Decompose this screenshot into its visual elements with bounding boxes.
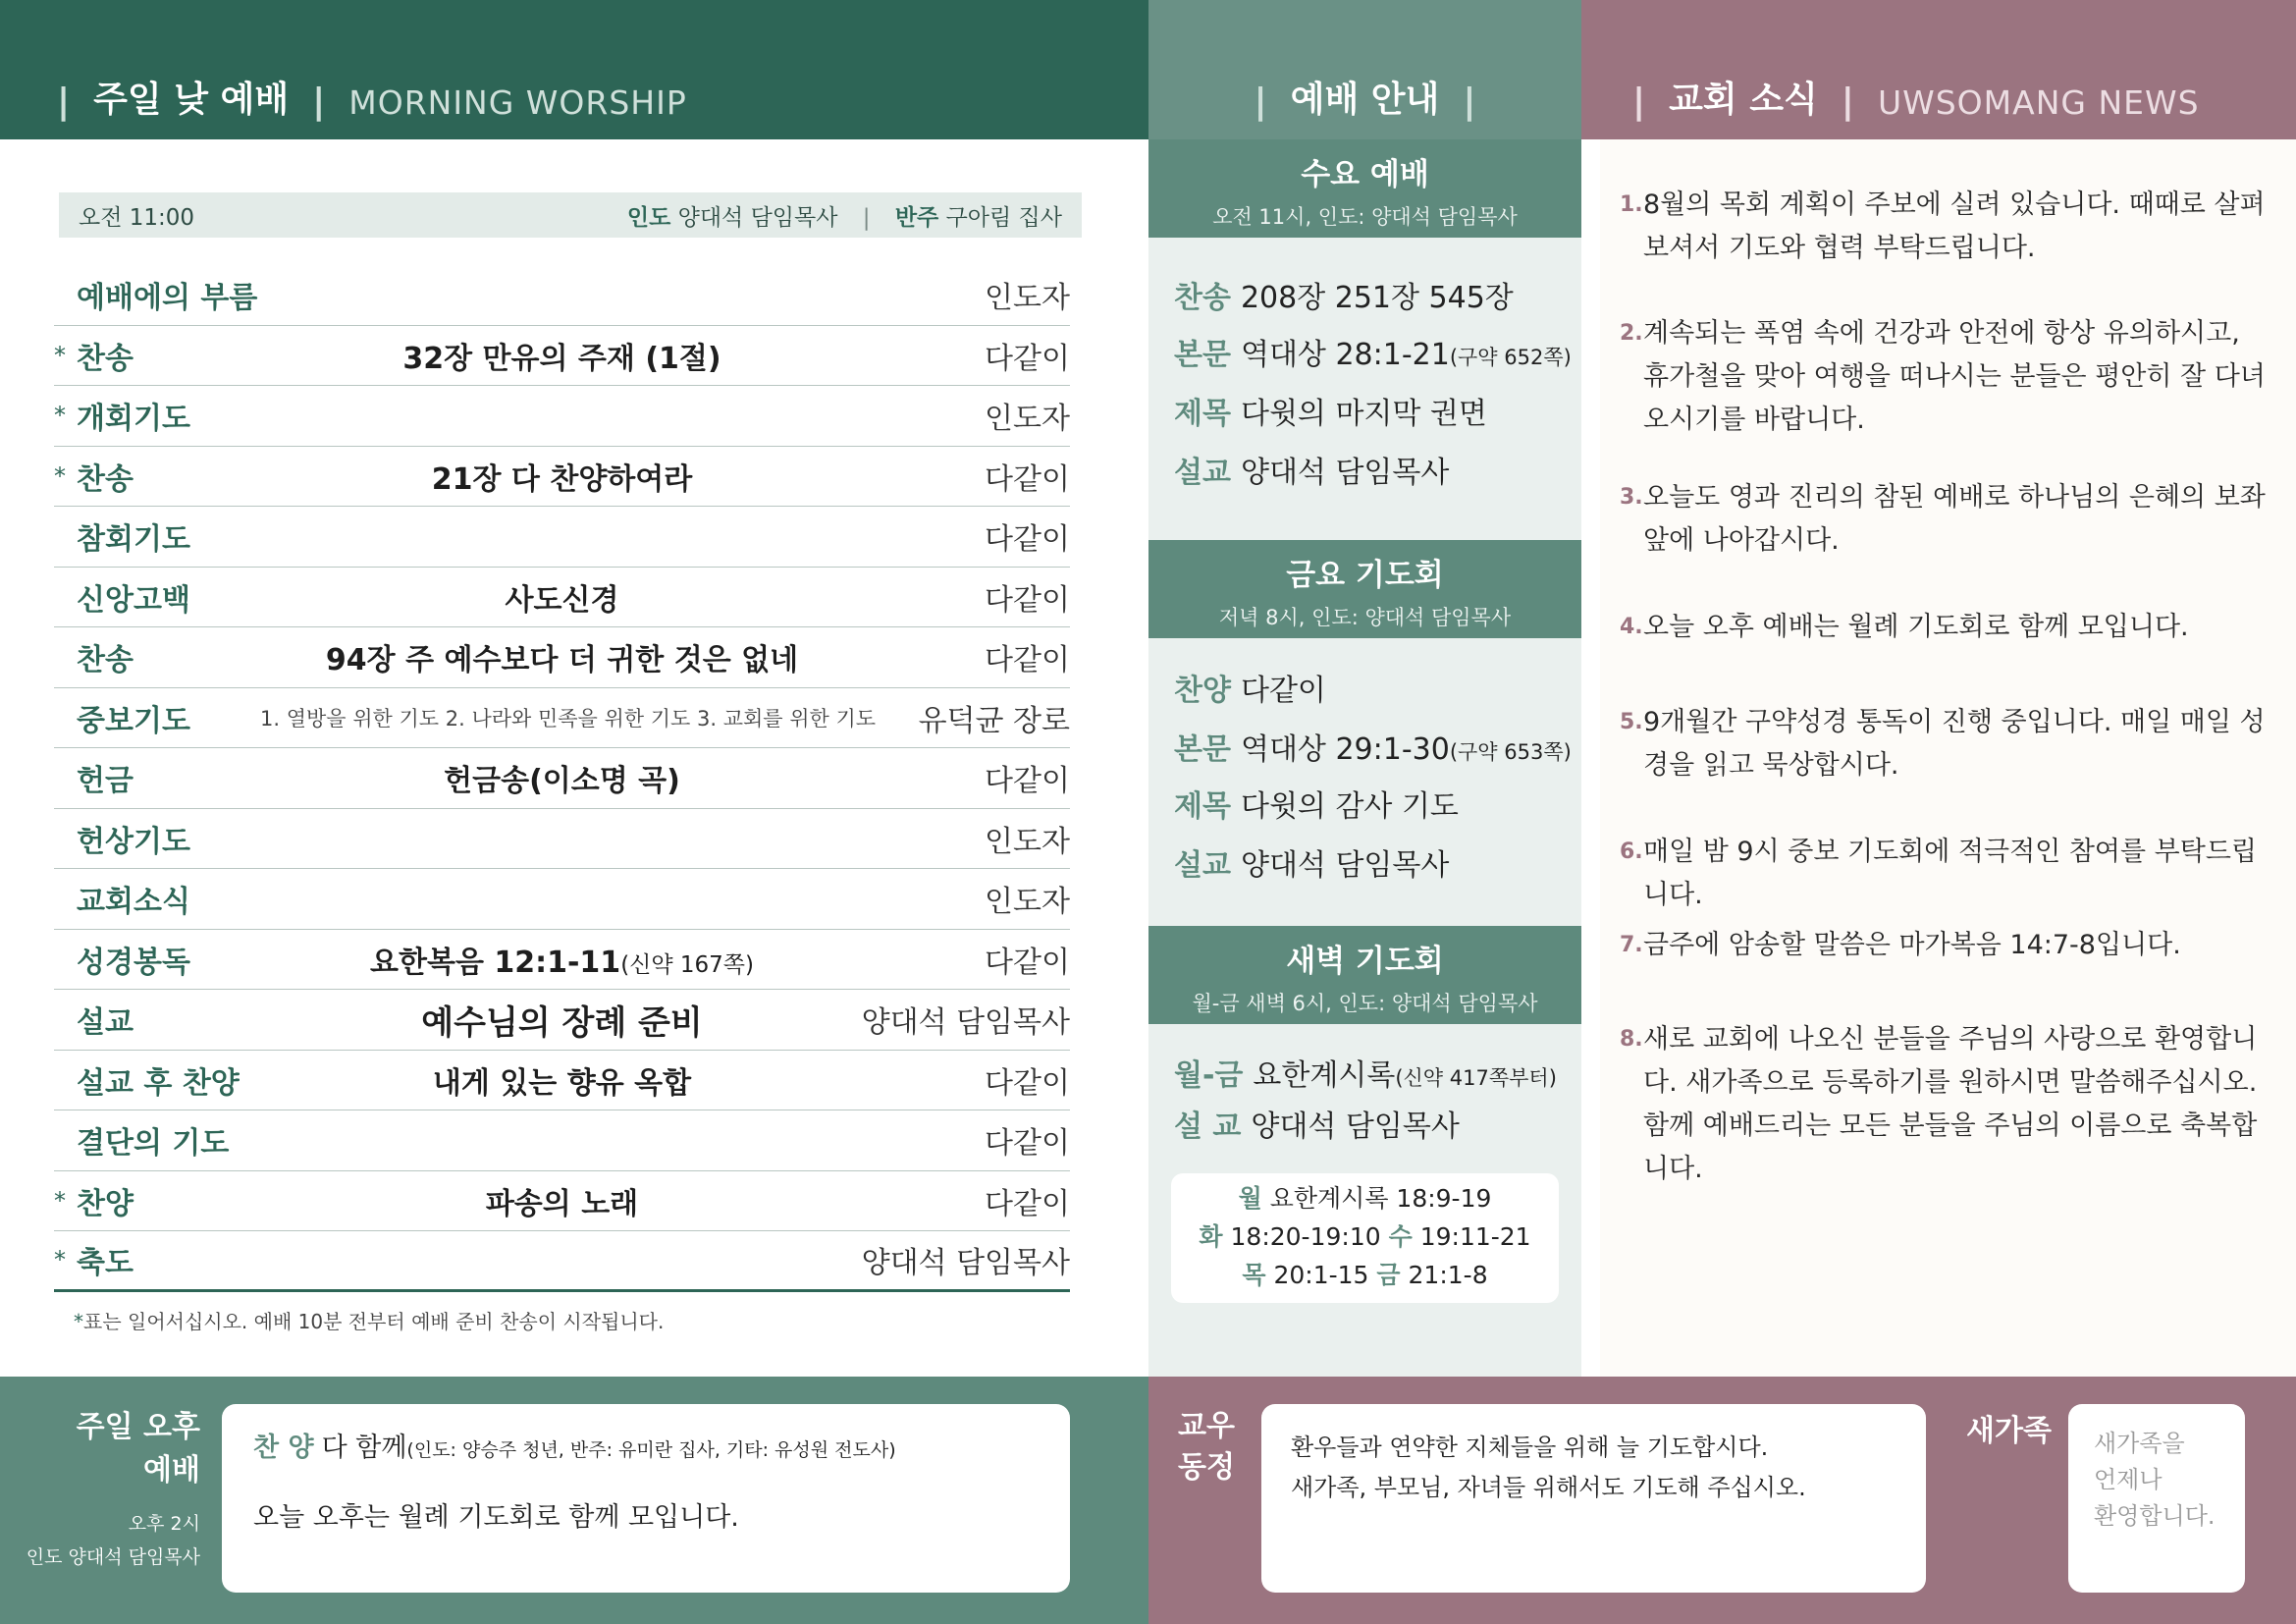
friday-title: 금요 기도회 — [1286, 558, 1444, 593]
order-item-leader: 다같이 — [985, 522, 1070, 558]
readings-line-1 — [1171, 1179, 1559, 1218]
order-item-leader: 양대석 담임목사 — [861, 1246, 1070, 1281]
afternoon-title-line2: 예배 — [143, 1453, 200, 1488]
order-item-name: 찬송 — [77, 341, 133, 376]
order-item-name: 축도 — [77, 1246, 133, 1281]
worship-order-row — [54, 1171, 1070, 1232]
friday-item-label: 설교 — [1174, 848, 1231, 883]
afternoon-title — [0, 1406, 200, 1492]
news-item — [1620, 312, 2268, 442]
dawn-item-value: 요한계시록 — [1253, 1058, 1396, 1093]
wednesday-item-label: 설교 — [1174, 456, 1231, 490]
friday-item — [1174, 666, 1326, 709]
reading-thursday: 20:1-15 — [1273, 1261, 1369, 1289]
dawn-sub: 월-금 새벽 6시, 인도: 양대석 담임목사 — [1192, 992, 1538, 1015]
dawn-item-reference: (신약 417쪽부터) — [1395, 1066, 1557, 1090]
stand-marker: * — [54, 402, 66, 430]
worship-order-row — [54, 326, 1070, 387]
wednesday-item-label: 제목 — [1174, 397, 1231, 431]
footnote-asterisk: * — [74, 1310, 83, 1333]
lead-label: 인도 — [626, 204, 671, 231]
order-item-name: 찬송 — [77, 461, 133, 497]
order-item-text: 1. 열방을 위한 기도 2. 나라와 민족을 위한 기도 3. 교회를 위한 기도 — [260, 706, 877, 731]
friday-item-label: 찬양 — [1174, 674, 1231, 708]
dawn-item-value: 양대석 담임목사 — [1251, 1110, 1460, 1144]
order-item-leader: 다같이 — [985, 461, 1070, 497]
news-number: 4. — [1620, 615, 1643, 639]
praise-label: 찬 양 — [253, 1433, 314, 1463]
news-text: 8월의 목회 계획이 주보에 실려 있습니다. 때때로 살펴 보셔서 기도와 협력 부탁드립니다. — [1643, 189, 2266, 263]
order-item-content — [319, 938, 805, 981]
order-item-content — [260, 703, 877, 732]
service-time: 오전 11:00 — [79, 204, 195, 231]
wednesday-sub: 오전 11시, 인도: 양대석 담임목사 — [1212, 205, 1518, 229]
wednesday-header — [1148, 139, 1581, 238]
news-text: 오늘 오후 예배는 월례 기도회로 함께 모입니다. — [1643, 612, 2189, 642]
friday-item — [1174, 725, 1572, 768]
news-item — [1620, 924, 2268, 967]
order-item-name: 참회기도 — [77, 522, 190, 558]
order-item-leader: 인도자 — [985, 402, 1070, 437]
footnote-text: 표는 일어서십시오. 예배 10분 전부터 예배 준비 찬송이 시작됩니다. — [83, 1310, 665, 1333]
friday-item-label: 본문 — [1174, 732, 1231, 767]
news-item — [1620, 606, 2268, 649]
wednesday-item-value: 역대상 28:1-21 — [1240, 338, 1450, 372]
order-item-content — [319, 635, 805, 678]
order-item-leader: 인도자 — [985, 281, 1070, 316]
news-text: 금주에 암송할 말씀은 마가복음 14:7-8입니다. — [1643, 930, 2181, 960]
afternoon-praise-line — [253, 1426, 1039, 1464]
header-bar: | — [1254, 81, 1267, 122]
fellowship-line1: 환우들과 연약한 지체들을 위해 늘 기도합시다. — [1291, 1434, 1769, 1461]
order-item-text: 21장 다 찬양하여라 — [431, 461, 693, 497]
news-item — [1620, 1018, 2268, 1191]
dawn-item — [1174, 1051, 1557, 1094]
afternoon-title-line1: 주일 오후 — [76, 1410, 200, 1444]
order-item-text: 헌금송(이소명 곡) — [444, 764, 680, 799]
order-item-leader: 인도자 — [985, 885, 1070, 920]
order-item-leader: 다같이 — [985, 582, 1070, 618]
fellowship-title — [1178, 1406, 1247, 1489]
order-of-worship — [54, 265, 1070, 1292]
day-wednesday: 수 — [1388, 1222, 1413, 1251]
fellowship-title-line2: 동정 — [1178, 1450, 1235, 1485]
order-item-name: 신앙고백 — [77, 582, 190, 618]
order-item-content — [319, 455, 805, 498]
friday-header — [1148, 540, 1581, 638]
stand-marker: * — [54, 341, 66, 369]
header-right-sub: UWSOMANG NEWS — [1877, 83, 2200, 122]
order-item-name: 결단의 기도 — [77, 1126, 230, 1162]
footnote — [74, 1306, 664, 1334]
order-item-name: 설교 — [77, 1005, 133, 1041]
afternoon-time: 오후 2시 — [128, 1513, 200, 1535]
dawn-title: 새벽 기도회 — [1286, 944, 1444, 979]
news-text: 새로 교회에 나오신 분들을 주님의 사랑으로 환영합니다. 새가족으로 등록하기를 원하시면 말씀해주십시오. 함께 예배드리는 모든 분들을 주님의 이름으로 축복합니다. — [1643, 1024, 2258, 1184]
order-item-leader: 다같이 — [985, 1186, 1070, 1221]
order-item-text: 파송의 노래 — [485, 1186, 639, 1221]
news-item — [1620, 831, 2268, 917]
header-bar: | — [1841, 81, 1854, 122]
order-item-leader: 다같이 — [985, 764, 1070, 799]
wednesday-item — [1174, 330, 1572, 373]
worship-order-row — [54, 1231, 1070, 1292]
wednesday-item — [1174, 448, 1449, 491]
order-item-name: 찬양 — [77, 1186, 133, 1221]
order-item-name: 찬송 — [77, 643, 133, 678]
header-left-title: 주일 낮 예배 — [93, 80, 290, 120]
friday-item-reference: (구약 653쪽) — [1449, 740, 1572, 764]
order-item-leader: 유덕균 장로 — [918, 703, 1070, 738]
afternoon-lead: 인도 양대석 담임목사 — [26, 1546, 200, 1568]
order-item-content — [319, 575, 805, 619]
fellowship-title-line1: 교우 — [1178, 1409, 1235, 1443]
news-item — [1620, 184, 2268, 270]
stand-marker: * — [54, 461, 66, 490]
dawn-item-label: 설 교 — [1174, 1110, 1242, 1144]
fellowship-box — [1261, 1404, 1926, 1593]
worship-order-row — [54, 869, 1070, 930]
header-bar: | — [1632, 81, 1646, 122]
wednesday-title: 수요 예배 — [1301, 157, 1429, 192]
wednesday-item-reference: (구약 652쪽) — [1449, 346, 1572, 369]
header-bar: | — [312, 81, 326, 122]
order-item-reference: (신약 167쪽) — [620, 951, 754, 978]
newcomer-line1: 새가족을 — [2094, 1430, 2185, 1457]
news-text: 계속되는 폭염 속에 건강과 안전에 항상 유의하시고, 휴가철을 맞아 여행을 떠나시는 분들은 평안히 잘 다녀오시기를 바랍니다. — [1643, 318, 2266, 435]
afternoon-details — [0, 1507, 200, 1574]
news-text: 매일 밤 9시 중보 기도회에 적극적인 참여를 부탁드립니다. — [1643, 837, 2257, 910]
order-item-content — [319, 1058, 805, 1102]
friday-item-value: 역대상 29:1-30 — [1240, 732, 1450, 767]
afternoon-box — [222, 1404, 1070, 1593]
day-tuesday: 화 — [1199, 1222, 1223, 1251]
separator: | — [862, 204, 871, 231]
worship-order-row — [54, 809, 1070, 870]
newcomer-box — [2068, 1404, 2245, 1593]
friday-item-value: 다같이 — [1240, 674, 1326, 708]
worship-order-row — [54, 447, 1070, 508]
header-church-news — [1581, 0, 2296, 139]
wednesday-item — [1174, 389, 1487, 432]
order-item-leader: 인도자 — [985, 824, 1070, 859]
news-item — [1620, 701, 2268, 787]
order-item-name: 헌금 — [77, 764, 133, 799]
order-item-name: 설교 후 찬양 — [77, 1065, 240, 1101]
order-item-leader: 다같이 — [985, 945, 1070, 980]
header-morning-worship — [0, 0, 1148, 139]
news-item — [1620, 476, 2268, 563]
wednesday-item-value: 208장 251장 545장 — [1240, 281, 1514, 315]
stand-marker: * — [54, 1186, 66, 1215]
order-item-content — [319, 334, 805, 377]
newcomer-title: 새가족 — [1966, 1414, 2052, 1448]
afternoon-note: 오늘 오후는 월례 기도회로 함께 모입니다. — [253, 1502, 739, 1533]
header-mid-title: 예배 안내 — [1290, 80, 1440, 120]
wednesday-item-value: 다윗의 마지막 권면 — [1240, 397, 1487, 431]
praise-credits: (인도: 양승주 청년, 반주: 유미란 집사, 기타: 유성원 전도사) — [406, 1439, 896, 1461]
praise-text: 다 함께 — [321, 1433, 407, 1463]
accompanist-label: 반주 — [894, 204, 939, 231]
friday-item — [1174, 840, 1449, 884]
header-right-title: 교회 소식 — [1669, 80, 1818, 120]
stand-marker: * — [54, 1246, 66, 1274]
order-item-name: 헌상기도 — [77, 824, 190, 859]
order-item-name: 중보기도 — [77, 703, 190, 738]
news-number: 3. — [1620, 485, 1643, 510]
dawn-readings-box — [1171, 1173, 1559, 1303]
order-item-text: 요한복음 12:1-11 — [370, 945, 621, 980]
wednesday-item-label: 찬송 — [1174, 281, 1231, 315]
wednesday-item — [1174, 273, 1514, 316]
order-item-content — [319, 756, 805, 799]
order-item-name: 예배에의 부름 — [77, 281, 258, 316]
order-item-leader: 다같이 — [985, 1126, 1070, 1162]
header-bar: | — [57, 81, 71, 122]
worship-order-row — [54, 1110, 1070, 1171]
news-text: 9개월간 구약성경 통독이 진행 중입니다. 매일 매일 성경을 읽고 묵상합시다. — [1643, 707, 2266, 781]
order-item-text: 내게 있는 향유 옥합 — [432, 1065, 692, 1101]
dawn-item — [1174, 1102, 1460, 1145]
news-text: 오늘도 영과 진리의 참된 예배로 하나님의 은혜의 보좌 앞에 나아갑시다. — [1643, 482, 2266, 556]
order-item-leader: 양대석 담임목사 — [861, 1005, 1070, 1041]
order-item-content — [319, 996, 805, 1044]
worship-order-row — [54, 1051, 1070, 1111]
reading-tuesday: 18:20-19:10 — [1230, 1222, 1381, 1251]
friday-sub: 저녁 8시, 인도: 양대석 담임목사 — [1218, 606, 1512, 629]
order-item-leader: 다같이 — [985, 341, 1070, 376]
reading-wednesday: 19:11-21 — [1419, 1222, 1531, 1251]
news-number: 7. — [1620, 933, 1643, 957]
readings-line-2 — [1171, 1218, 1559, 1256]
wednesday-item-value: 양대석 담임목사 — [1240, 456, 1450, 490]
fellowship-line2: 새가족, 부모님, 자녀들 위해서도 기도해 주십시오. — [1291, 1474, 1806, 1501]
order-item-name: 개회기도 — [77, 402, 190, 437]
header-bar: | — [1463, 81, 1476, 122]
order-item-name: 교회소식 — [77, 885, 190, 920]
wednesday-item-label: 본문 — [1174, 338, 1231, 372]
worship-order-row — [54, 568, 1070, 628]
reading-monday: 요한계시록 18:9-19 — [1269, 1184, 1492, 1213]
order-item-text: 32장 만유의 주재 (1절) — [402, 341, 721, 376]
service-info-strip — [59, 192, 1082, 238]
worship-order-row — [54, 386, 1070, 447]
header-worship-info — [1148, 0, 1581, 139]
friday-item — [1174, 782, 1459, 825]
friday-item-value: 다윗의 감사 기도 — [1240, 789, 1459, 824]
worship-order-row — [54, 748, 1070, 809]
worship-order-row — [54, 688, 1070, 749]
day-thursday: 목 — [1242, 1261, 1266, 1289]
friday-item-label: 제목 — [1174, 789, 1231, 824]
reading-friday: 21:1-8 — [1408, 1261, 1488, 1289]
worship-order-row — [54, 627, 1070, 688]
order-item-leader: 다같이 — [985, 643, 1070, 678]
readings-line-3 — [1171, 1256, 1559, 1294]
service-leaders — [627, 199, 1062, 232]
news-number: 5. — [1620, 710, 1643, 734]
worship-order-row — [54, 990, 1070, 1051]
newcomer-line2: 언제나 — [2094, 1466, 2163, 1493]
worship-order-row — [54, 265, 1070, 326]
order-item-text: 사도신경 — [505, 582, 619, 618]
worship-order-row — [54, 507, 1070, 568]
header-left-sub: MORNING WORSHIP — [348, 83, 687, 122]
news-number: 6. — [1620, 839, 1643, 864]
order-item-content — [319, 1179, 805, 1222]
day-friday: 금 — [1376, 1261, 1401, 1289]
accompanist-name: 구아림 집사 — [945, 204, 1062, 231]
news-number: 8. — [1620, 1027, 1643, 1052]
order-item-text: 94장 주 예수보다 더 귀한 것은 없네 — [325, 643, 799, 678]
dawn-item-label: 월-금 — [1174, 1058, 1244, 1093]
news-number: 2. — [1620, 321, 1643, 346]
lead-name: 양대석 담임목사 — [677, 204, 838, 231]
news-number: 1. — [1620, 192, 1643, 217]
friday-item-value: 양대석 담임목사 — [1240, 848, 1450, 883]
order-item-text: 예수님의 장례 준비 — [421, 1002, 703, 1043]
order-item-name: 성경봉독 — [77, 945, 190, 980]
worship-order-row — [54, 930, 1070, 991]
dawn-header — [1148, 926, 1581, 1024]
day-monday: 월 — [1238, 1184, 1262, 1213]
newcomer-line3: 환영합니다. — [2094, 1502, 2216, 1530]
order-item-leader: 다같이 — [985, 1065, 1070, 1101]
